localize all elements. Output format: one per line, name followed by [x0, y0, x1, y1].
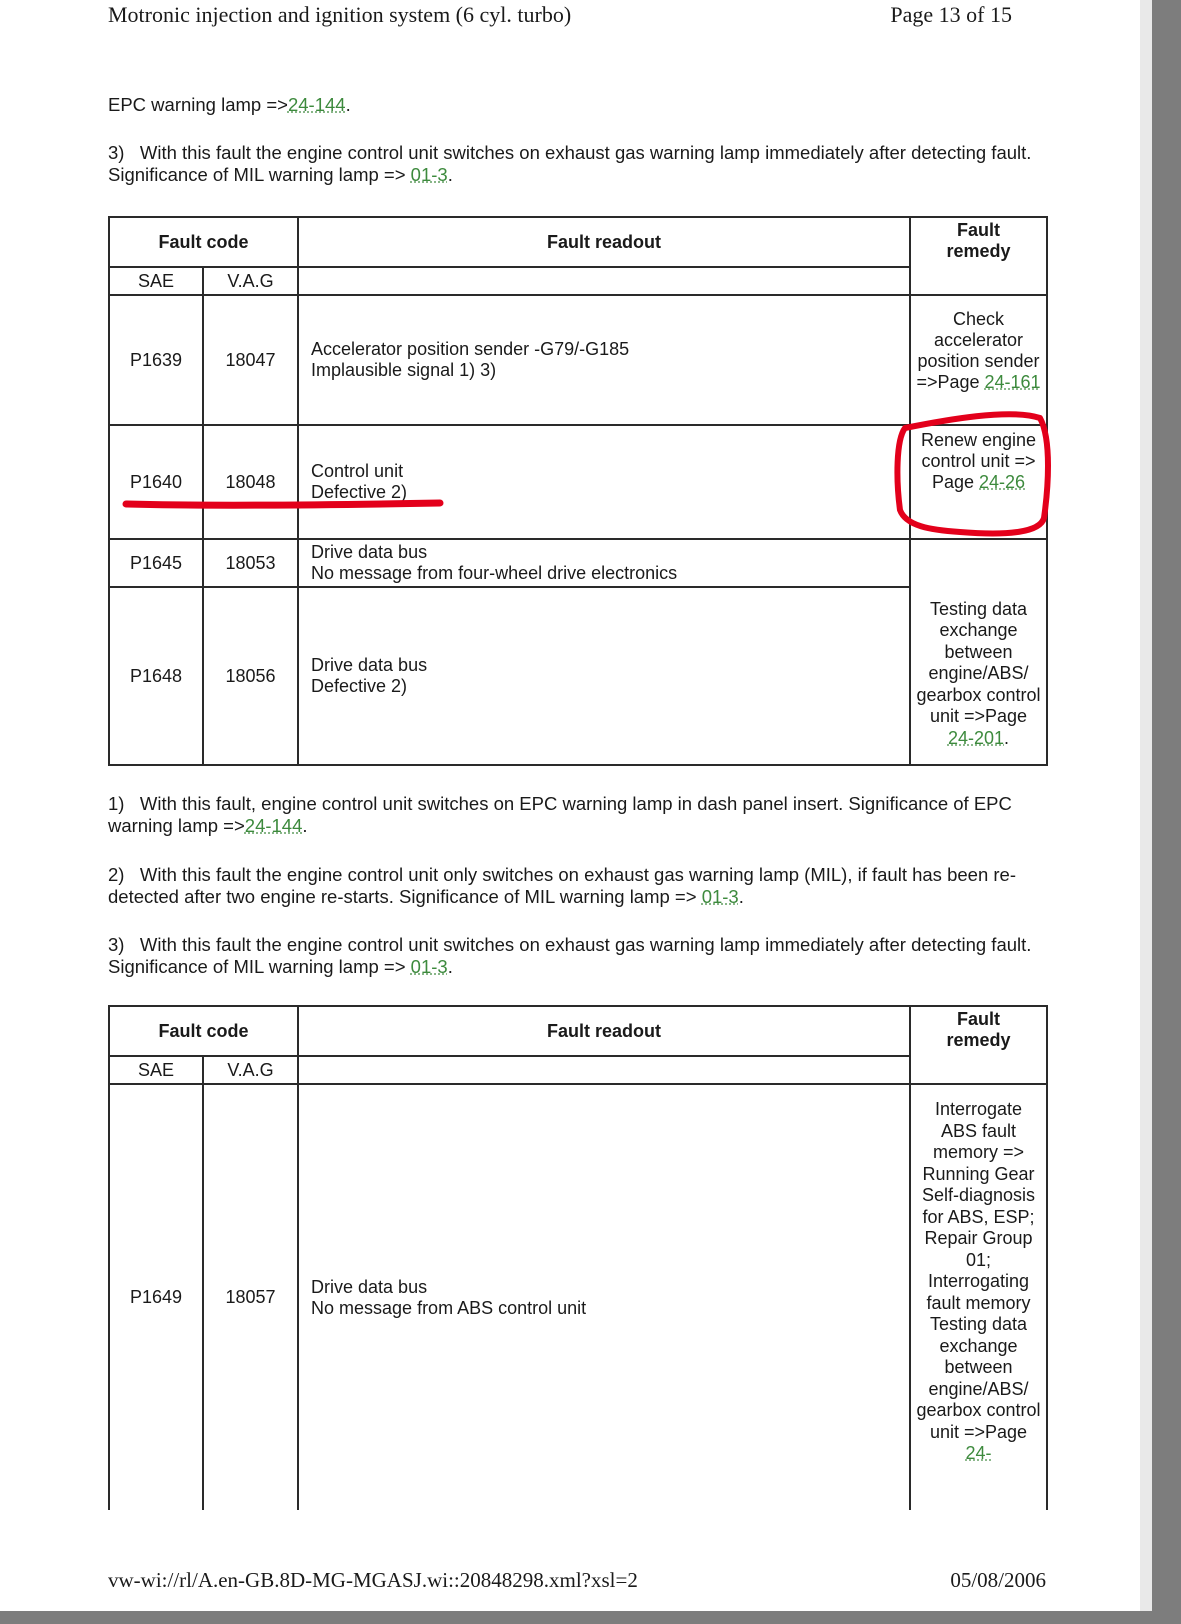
- page-edge: [1140, 0, 1152, 1611]
- link-24-144[interactable]: 24-144: [287, 94, 346, 115]
- header-fault-readout: Fault readout: [298, 217, 910, 267]
- vag-code: 18047: [203, 295, 298, 425]
- intro-epc-line: EPC warning lamp =>24-144.: [108, 94, 351, 115]
- footer-url: vw-wi://rl/A.en-GB.8D-MG-MGASJ.wi::20848298.xml?xsl=2: [108, 1568, 638, 1592]
- intro-note-3: 3) With this fault the engine control unit switches on exhaust gas warning lamp immediately after detecting fault. Significance of MIL warning lamp => 01-3.: [108, 142, 1032, 185]
- vag-code: 18048: [203, 425, 298, 539]
- fault-readout: Drive data bus No message from four-wheel drive electronics: [298, 539, 910, 587]
- sae-code: P1640: [109, 425, 203, 539]
- sae-code: P1648: [109, 587, 203, 765]
- vag-code: 18057: [203, 1084, 298, 1510]
- footnote-1: 1) With this fault, engine control unit switches on EPC warning lamp in dash panel insert. Significance of EPC warning lamp =>24-144.: [108, 793, 1012, 836]
- link-24[interactable]: 24-: [965, 1443, 992, 1463]
- table-row: [109, 295, 1047, 425]
- page-number: Page 13 of 15: [890, 2, 1012, 27]
- table-row: [109, 425, 1047, 539]
- header-blank: [298, 1056, 910, 1084]
- link-24-161[interactable]: 24-161: [984, 372, 1041, 392]
- table-row: [109, 587, 1047, 765]
- header-vag: V.A.G: [203, 267, 298, 295]
- fault-readout: Drive data bus No message from ABS control unit: [298, 1084, 910, 1510]
- fault-remedy: Testing data exchange between engine/ABS/ gearbox control unit =>Page 24-201.: [910, 539, 1047, 765]
- fault-readout: Accelerator position sender -G79/-G185 Implausible signal 1) 3): [298, 295, 910, 425]
- header-fault-code: Fault code: [109, 217, 298, 267]
- header-sae: SAE: [109, 1056, 203, 1084]
- sae-code: P1645: [109, 539, 203, 587]
- footnote-3: 3) With this fault the engine control unit switches on exhaust gas warning lamp immediately after detecting fault. Significance of MIL warning lamp => 01-3.: [108, 934, 1032, 977]
- vag-code: 18053: [203, 539, 298, 587]
- footer-date: 05/08/2006: [950, 1568, 1046, 1592]
- header-fault-remedy: Fault remedy: [910, 1006, 1047, 1084]
- document-title: Motronic injection and ignition system (6 cyl. turbo): [108, 2, 572, 27]
- header-fault-remedy: Fault remedy: [910, 217, 1047, 295]
- header-blank: [298, 267, 910, 295]
- sae-code: P1649: [109, 1084, 203, 1510]
- link-01-3[interactable]: 01-3: [701, 885, 739, 907]
- header-fault-code: Fault code: [109, 1006, 298, 1056]
- header-sae: SAE: [109, 267, 203, 295]
- table-row: [109, 1084, 1047, 1510]
- fault-remedy: Check accelerator position sender =>Page 24-161: [910, 295, 1047, 425]
- link-24-26[interactable]: 24-26: [979, 472, 1026, 492]
- table-row: [109, 539, 1047, 587]
- link-01-3[interactable]: 01-3: [410, 955, 448, 977]
- fault-readout: Drive data bus Defective 2): [298, 587, 910, 765]
- fault-table-2: [108, 1005, 1048, 1510]
- fault-remedy: Interrogate ABS fault memory => Running Gear Self-diagnosis for ABS, ESP; Repair Group 01; Interrogating fault memory Testing data exchange between engine/ABS/ gearbox control unit =>Page 24-: [910, 1084, 1047, 1510]
- sae-code: P1639: [109, 295, 203, 425]
- fault-readout: Control unit Defective 2): [298, 425, 910, 539]
- vag-code: 18056: [203, 587, 298, 765]
- fault-remedy: Renew engine control unit => Page 24-26: [910, 425, 1047, 539]
- header-vag: V.A.G: [203, 1056, 298, 1084]
- link-24-201[interactable]: 24-201: [947, 727, 1005, 748]
- header-fault-readout: Fault readout: [298, 1006, 910, 1056]
- fault-table-1: [108, 216, 1048, 766]
- link-01-3[interactable]: 01-3: [410, 163, 448, 185]
- footnote-2: 2) With this fault the engine control unit only switches on exhaust gas warning lamp (MIL), if fault has been re-detected after two engine re-starts. Significance of MIL warning lamp => 01-3.: [108, 864, 1016, 907]
- link-24-144[interactable]: 24-144: [244, 814, 303, 836]
